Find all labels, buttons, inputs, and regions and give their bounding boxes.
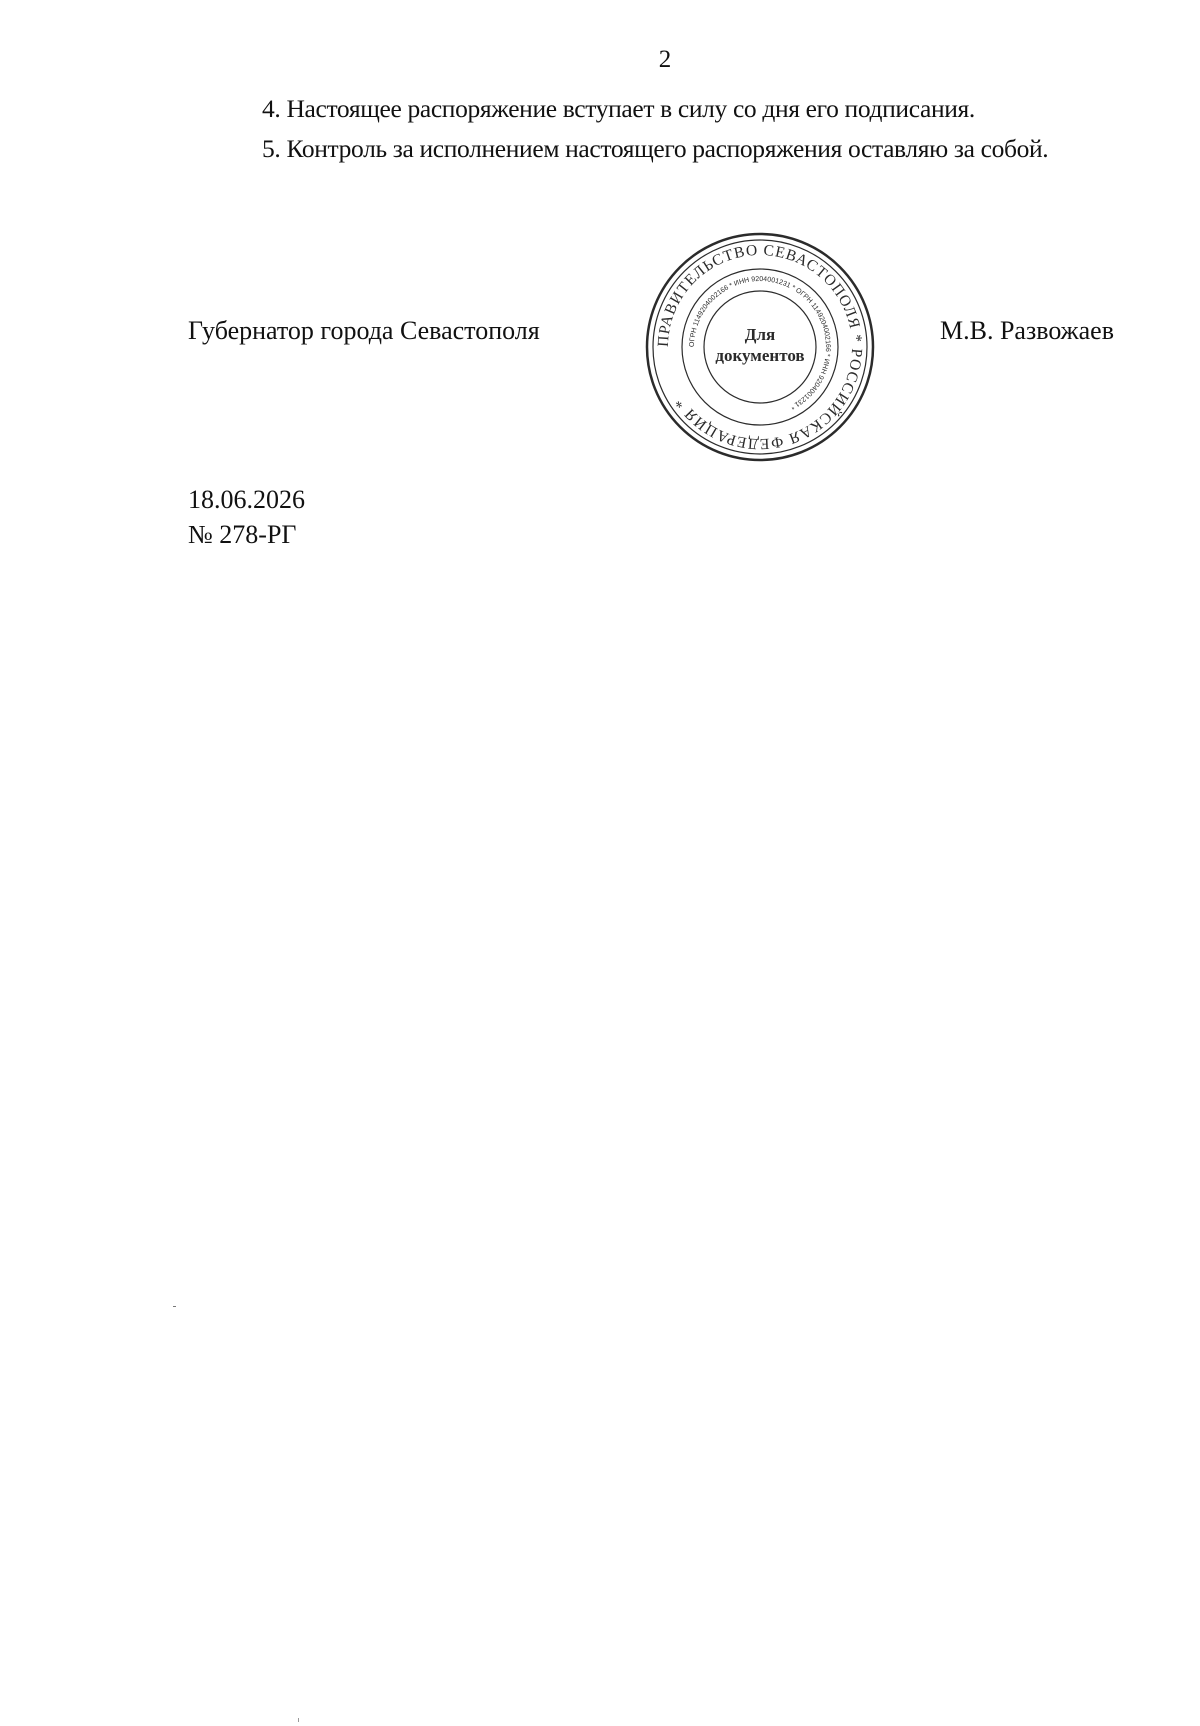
document-number: № 278-РГ <box>188 520 297 549</box>
seal-center-line1: Для <box>744 325 776 344</box>
seal-inner-text: ОГРН 1149204002166 * ИНН 9204001231 * ОГРН 1149204002166 * ИНН 9204001231 * <box>688 275 832 411</box>
seal-center-line2: документов <box>715 346 805 365</box>
seal-outer-text: ПРАВИТЕЛЬСТВО СЕВАСТОПОЛЯ * РОССИЙСКАЯ ФЕДЕРАЦИЯ * <box>654 241 866 453</box>
scan-speck <box>173 1306 176 1307</box>
scan-speck <box>298 1718 299 1722</box>
paragraph-4: 4. Настоящее распоряжение вступает в силу со дня его подписания. <box>262 94 975 123</box>
document-date: 18.06.2026 <box>188 485 305 514</box>
official-seal-stamp <box>640 227 880 467</box>
signatory-title: Губернатор города Севастополя <box>188 316 540 345</box>
signatory-name: М.В. Развожаев <box>940 316 1115 345</box>
page-number: 2 <box>658 46 672 73</box>
paragraph-5: 5. Контроль за исполнением настоящего распоряжения оставляю за собой. <box>262 134 1049 163</box>
